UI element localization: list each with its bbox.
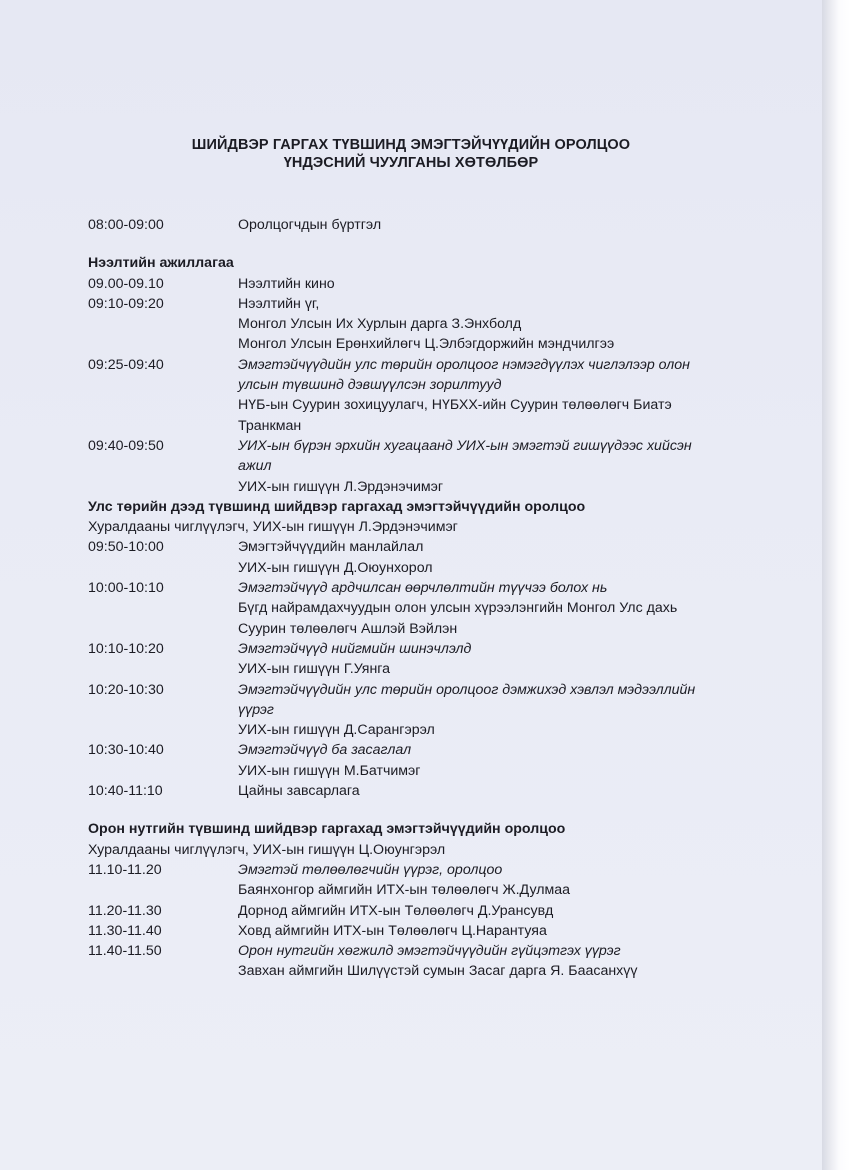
agenda-time: 09:50-10:00 — [88, 539, 164, 556]
agenda-topic: ажил — [238, 458, 272, 475]
session-chair: Хуралдааны чиглүүлэгч, УИХ-ын гишүүн Ц.Оюунгэрэл — [88, 841, 446, 858]
agenda-row — [88, 901, 788, 921]
agenda-row — [88, 578, 788, 598]
agenda-topic: Эмэгтэйчүүдийн улс төрийн оролцоог дэмжихэд хэвлэл мэдээллийн — [238, 681, 696, 698]
agenda-row-cont — [88, 700, 788, 720]
agenda — [88, 215, 788, 982]
agenda-row-cont — [88, 558, 788, 578]
page-edge — [822, 0, 850, 1170]
agenda-row — [88, 537, 788, 557]
speaker: НҮБ-ын Суурин зохицуулагч, НҮБХХ-ийн Суурин төлөөлөгч Биатэ — [238, 397, 672, 414]
agenda-time: 11.40-11.50 — [88, 943, 162, 960]
agenda-row-cont — [88, 880, 788, 900]
agenda-row-cont — [88, 416, 788, 436]
agenda-time: 11.20-11.30 — [88, 902, 162, 919]
speaker: Бүгд найрамдахчуудын олон улсын хүрээлэнгийн Монгол Улс дахь — [238, 600, 678, 617]
speaker: Баянхонгор аймгийн ИТХ-ын төлөөлөгч Ж.Дулмаа — [238, 882, 571, 899]
agenda-time: 09:10-09:20 — [88, 295, 164, 312]
agenda-row-cont — [88, 961, 788, 981]
page-title — [0, 136, 822, 172]
agenda-row — [88, 740, 788, 760]
agenda-row-cont — [88, 619, 788, 639]
agenda-time: 10:10-10:20 — [88, 640, 164, 657]
speaker: Дорнод аймгийн ИТХ-ын Төлөөлөгч Д.Урансувд — [238, 902, 554, 919]
agenda-time: 11.30-11.40 — [88, 922, 162, 939]
agenda-time: 09:40-09:50 — [88, 437, 164, 454]
agenda-topic: үүрэг — [238, 701, 274, 718]
title-line-2: ҮНДЭСНИЙ ЧУУЛГАНЫ ХӨТӨЛБӨР — [283, 155, 539, 171]
speaker: УИХ-ын гишүүн Г.Уянга — [238, 661, 391, 678]
spacer — [88, 801, 788, 819]
agenda-row-cont — [88, 375, 788, 395]
speaker: Монгол Улсын Ерөнхийлөгч Ц.Элбэгдоржийн мэндчилгээ — [238, 336, 615, 353]
agenda-time: 11.10-11.20 — [88, 861, 162, 878]
agenda-row — [88, 355, 788, 375]
agenda-row-break — [88, 781, 788, 801]
agenda-row — [88, 941, 788, 961]
agenda-time: 10:40-11:10 — [88, 783, 163, 800]
agenda-time: 08:00-09:00 — [88, 217, 164, 233]
section-heading-opening: Нээлтийн ажиллагаа — [88, 255, 234, 272]
agenda-item: Нээлтийн үг, — [238, 295, 320, 312]
agenda-item: Оролцогчдын бүртгэл — [238, 217, 382, 233]
agenda-topic: УИХ-ын бүрэн эрхийн хугацаанд УИХ-ын эмэгтэй гишүүдээс хийсэн — [238, 437, 692, 454]
speaker: УИХ-ын гишүүн Д.Сарангэрэл — [238, 722, 435, 739]
speaker: Суурин төлөөлөгч Ашлэй Вэйлэн — [238, 620, 458, 637]
agenda-row-cont — [88, 598, 788, 618]
agenda-row — [88, 274, 788, 294]
spacer — [88, 235, 788, 253]
speaker: Завхан аймгийн Шилүүстэй сумын Засаг дарга Я. Баасанхүү — [238, 963, 638, 980]
agenda-row-cont — [88, 395, 788, 415]
title-line-1: ШИЙДВЭР ГАРГАХ ТҮВШИНД ЭМЭГТЭЙЧҮҮДИЙН ОРОЛЦОО — [191, 137, 631, 153]
agenda-row — [88, 860, 788, 880]
agenda-topic: Эмэгтэйчүүд ба засаглал — [238, 742, 412, 759]
section-heading-session-2: Орон нутгийн түвшинд шийдвэр гаргахад эмэгтэйчүүдийн оролцоо — [88, 821, 566, 838]
agenda-time: 10:20-10:30 — [88, 681, 164, 698]
agenda-time: 10:30-10:40 — [88, 742, 164, 759]
agenda-row-cont — [88, 659, 788, 679]
speaker: Ховд аймгийн ИТХ-ын Төлөөлөгч Ц.Нарантуяа — [238, 922, 547, 939]
agenda-row-cont — [88, 314, 788, 334]
agenda-row — [88, 436, 788, 456]
agenda-row-cont — [88, 477, 788, 497]
agenda-topic: Эмэгтэйчүүд нийгмийн шинэчлэлд — [238, 640, 472, 657]
agenda-time: 09.00-09.10 — [88, 275, 164, 292]
agenda-row — [88, 294, 788, 314]
agenda-row — [88, 921, 788, 941]
agenda-row-registration — [88, 215, 788, 235]
agenda-row-cont — [88, 334, 788, 354]
speaker: УИХ-ын гишүүн Л.Эрдэнэчимэг — [238, 478, 444, 495]
agenda-item: Эмэгтэйчүүдийн манлайлал — [238, 539, 424, 556]
session-chair: Хуралдааны чиглүүлэгч, УИХ-ын гишүүн Л.Эрдэнэчимэг — [88, 519, 458, 536]
agenda-topic: Эмэгтэй төлөөлөгчийн үүрэг, оролцоо — [238, 861, 503, 878]
speaker: УИХ-ын гишүүн М.Батчимэг — [238, 762, 421, 779]
speaker: УИХ-ын гишүүн Д.Оюунхорол — [238, 559, 433, 576]
speaker: Транкман — [238, 417, 302, 434]
speaker: Монгол Улсын Их Хурлын дарга З.Энхболд — [238, 316, 522, 333]
agenda-topic: Орон нутгийн хөгжилд эмэгтэйчүүдийн гүйцэтгэх үүрэг — [238, 943, 621, 960]
agenda-row-cont — [88, 720, 788, 740]
section-heading-session-1: Улс төрийн дээд түвшинд шийдвэр гаргахад эмэгтэйчүүдийн оролцоо — [88, 498, 586, 515]
agenda-time: 10:00-10:10 — [88, 580, 164, 597]
agenda-row — [88, 639, 788, 659]
agenda-topic: Эмэгтэйчүүдийн улс төрийн оролцоог нэмэгдүүлэх чиглэлээр олон — [238, 356, 690, 373]
agenda-topic: улсын түвшинд дэвшүүлсэн зорилтууд — [238, 377, 502, 394]
agenda-item: Нээлтийн кино — [238, 275, 335, 292]
agenda-row — [88, 680, 788, 700]
agenda-topic: Эмэгтэйчүүд ардчилсан өөрчлөлтийн түүчээ болох нь — [238, 580, 608, 597]
agenda-row-cont — [88, 761, 788, 781]
agenda-item: Цайны завсарлага — [238, 783, 360, 800]
agenda-row-cont — [88, 456, 788, 476]
agenda-time: 09:25-09:40 — [88, 356, 164, 373]
